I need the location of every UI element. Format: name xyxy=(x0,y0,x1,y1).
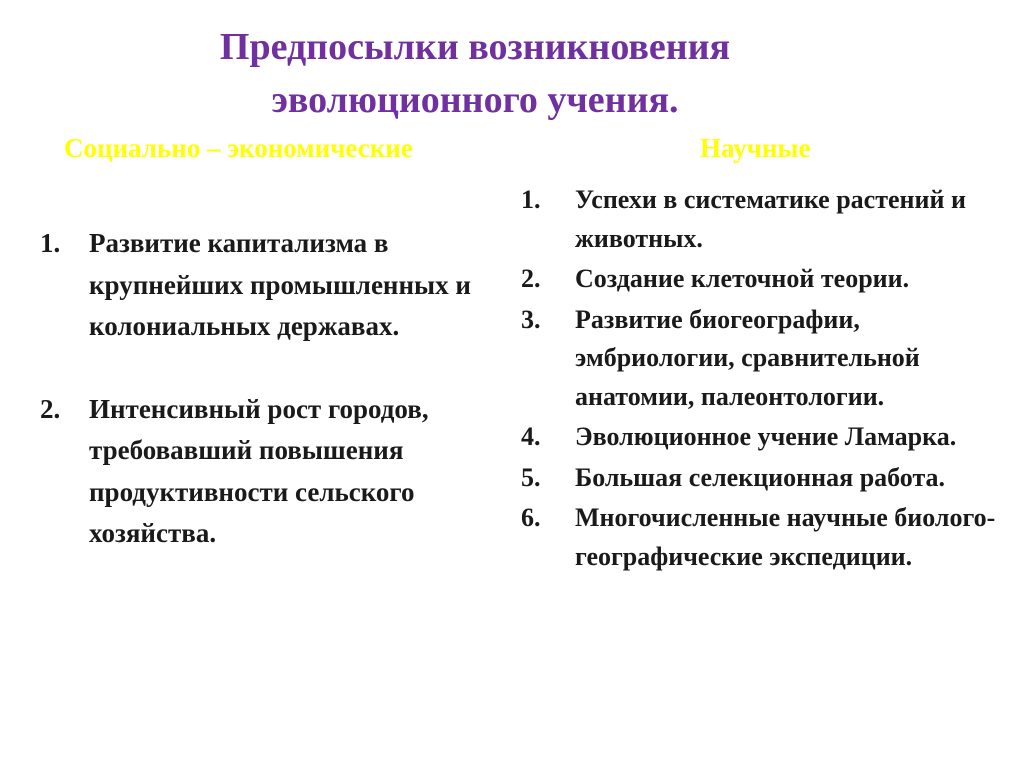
list-item xyxy=(521,301,1001,417)
list-item-number: 6. xyxy=(521,503,541,532)
column-heading-socio-economic: Социально – экономические xyxy=(64,133,413,163)
list-item-text: Интенсивный рост городов, требовавший повышения продуктивности сельского хозяйства. xyxy=(89,393,429,548)
list-item xyxy=(521,418,1001,457)
list-item xyxy=(521,260,1001,299)
slide-title-line-1: Предпосылки возникновения xyxy=(219,26,731,68)
list-item-number: 2. xyxy=(40,393,61,424)
list-item-text: Многочисленные научные биолого-географические экспедиции. xyxy=(575,503,996,571)
list-item xyxy=(521,459,1001,498)
list-item-number: 5. xyxy=(521,462,541,492)
list-item-text: Успехи в систематике растений и животных. xyxy=(575,185,966,253)
list-item-text: Большая селекционная работа. xyxy=(575,462,946,492)
list-item-text: Развитие биогеографии, эмбриологии, сравнительной анатомии, палеонтологии. xyxy=(575,304,920,411)
list-item-text: Эволюционное учение Ламарка. xyxy=(575,422,957,451)
scientific-list xyxy=(521,181,1001,576)
column-heading-scientific: Научные xyxy=(700,133,811,163)
list-item-number: 2. xyxy=(521,264,541,293)
list-item xyxy=(521,181,1001,258)
list-item xyxy=(40,389,490,555)
socio-economic-list xyxy=(40,223,490,555)
list-item xyxy=(40,223,490,348)
list-item-text: Развитие капитализма в крупнейших промышленных и колониальных державах. xyxy=(89,228,471,341)
list-item-text: Создание клеточной теории. xyxy=(575,264,910,293)
list-item-number: 4. xyxy=(521,422,541,451)
slide-title-line-2: эволюционного учения. xyxy=(271,79,679,121)
list-item-number: 1. xyxy=(40,228,61,258)
list-item-number: 1. xyxy=(521,185,541,214)
list-item xyxy=(521,499,1001,576)
list-item-number: 3. xyxy=(521,304,541,334)
